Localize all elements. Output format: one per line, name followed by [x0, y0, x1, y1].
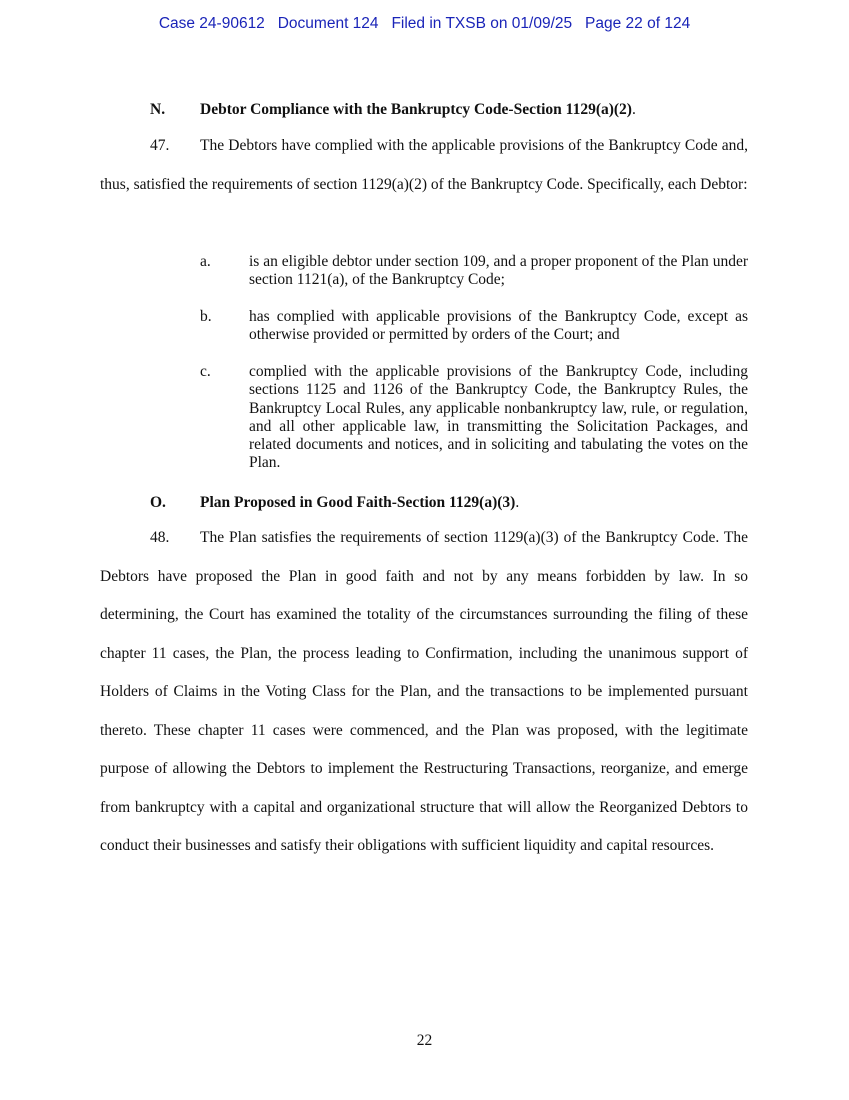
list-item-a [200, 253, 748, 290]
list-item-label: a. [200, 253, 211, 270]
filing-stamp: Case 24-90612 Document 124 Filed in TXSB on 01/09/25 Page 22 of 124 [158, 15, 691, 32]
paragraph-number: 48. [150, 529, 170, 546]
list-item-text: is an eligible debtor under section 109, and a proper proponent of the Plan under section 1121(a), of the Bankruptcy Code; [249, 253, 748, 289]
list-item-text: complied with the applicable provisions of the Bankruptcy Code, including sections 1125 and 1126 of the Bankruptcy Code, the Bankruptcy Rules, the Bankruptcy Local Rules, any applicable nonbankruptcy law, rule, or regulation, and all other applicable law, in transmitting the Solicitation Packages, and related documents and notices, and in soliciting and tabulating the votes on the Plan. [249, 363, 748, 472]
section-title-period: . [631, 101, 636, 118]
section-title-period: . [515, 494, 520, 511]
page-number: 22 [416, 1032, 433, 1049]
paragraph-48 [100, 519, 748, 866]
section-letter: N. [150, 101, 166, 118]
list-item-c [200, 363, 748, 473]
section-title: Plan Proposed in Good Faith-Section 1129(a)(3) [200, 494, 516, 511]
paragraph-number: 47. [150, 137, 170, 154]
list-item-b [200, 308, 748, 345]
paragraph-text: The Plan satisfies the requirements of section 1129(a)(3) of the Bankruptcy Code. The Debtors have proposed the Plan in good faith and not by any means forbidden by law. In so determining, the Court has examined the totality of the circumstances surrounding the filing of these chapter 11 cases, the Plan, the process leading to Confirmation, including the unanimous support of Holders of Claims in the Voting Class for the Plan, and the transactions to be implemented pursuant thereto. These chapter 11 cases were commenced, and the Plan was proposed, with the legitimate purpose of allowing the Debtors to implement the Restructuring Transactions, reorganize, and emerge from bankruptcy with a capital and organizational structure that will allow the Reorganized Debtors to conduct their businesses and satisfy their obligations with sufficient liquidity and capital resources. [100, 529, 748, 854]
list-item-label: b. [200, 308, 212, 325]
section-heading-n [150, 101, 636, 119]
paragraph-text: The Debtors have complied with the applicable provisions of the Bankruptcy Code and, thus, satisfied the requirements of section 1129(a)(2) of the Bankruptcy Code. Specifically, each Debtor: [100, 137, 748, 193]
section-heading-o [150, 494, 519, 512]
paragraph-47 [100, 127, 748, 204]
list-item-label: c. [200, 363, 211, 380]
section-letter: O. [150, 494, 166, 511]
list-item-text: has complied with applicable provisions of the Bankruptcy Code, except as otherwise provided or permitted by orders of the Court; and [249, 308, 748, 344]
section-title: Debtor Compliance with the Bankruptcy Code-Section 1129(a)(2) [200, 101, 632, 118]
